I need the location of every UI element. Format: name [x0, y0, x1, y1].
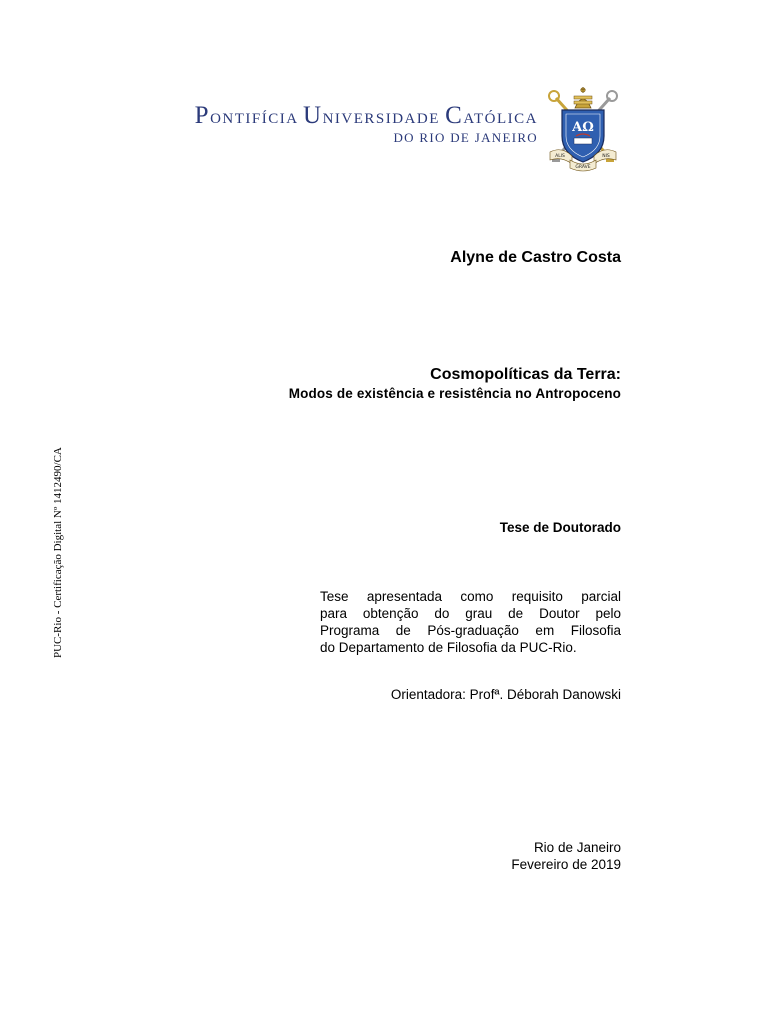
- crest-motto-left: ALIS: [555, 154, 565, 159]
- university-word-1-rest: ONTIFÍCIA: [210, 111, 298, 127]
- description-line: para obtenção do grau de Doutor pelo: [320, 606, 621, 621]
- thesis-description: [320, 588, 621, 656]
- crest-motto-center: GRAVE: [575, 165, 591, 170]
- thesis-title: Cosmopolíticas da Terra:: [430, 366, 621, 383]
- university-name-line1: [195, 104, 538, 131]
- crest-motto-right: NIS: [602, 154, 610, 159]
- advisor: Orientadora: Profª. Déborah Danowski: [390, 687, 621, 702]
- university-word-3-initial: C: [445, 102, 464, 129]
- author-name: Alyne de Castro Costa: [450, 249, 621, 266]
- degree-type: Tese de Doutorado: [499, 520, 621, 535]
- certification-side-note: PUC-Rio - Certificação Digital Nº 1412490/CA: [52, 447, 64, 658]
- place: Rio de Janeiro: [533, 840, 621, 855]
- description-line: Programa de Pós-graduação em Filosofia: [320, 623, 621, 638]
- thesis-subtitle: Modos de existência e resistência no Antropoceno: [288, 386, 621, 401]
- description-line: do Departamento de Filosofia da PUC-Rio.: [320, 640, 577, 655]
- description-line: Tese apresentada como requisito parcial: [320, 589, 621, 604]
- date: Fevereiro de 2019: [511, 857, 621, 872]
- tiara-icon: [574, 87, 592, 108]
- university-word-3-rest: ATÓLICA: [463, 111, 538, 127]
- university-name: [195, 104, 538, 145]
- university-word-1-initial: P: [194, 102, 211, 129]
- crest-alpha-omega: ΑΩ: [572, 120, 594, 135]
- place-and-date: [511, 839, 621, 873]
- university-crest-logo: [542, 86, 624, 172]
- university-word-2-initial: U: [303, 102, 323, 129]
- university-name-line2: DO RIO DE JANEIRO: [393, 130, 538, 145]
- university-word-2-rest: NIVERSIDADE: [322, 111, 440, 127]
